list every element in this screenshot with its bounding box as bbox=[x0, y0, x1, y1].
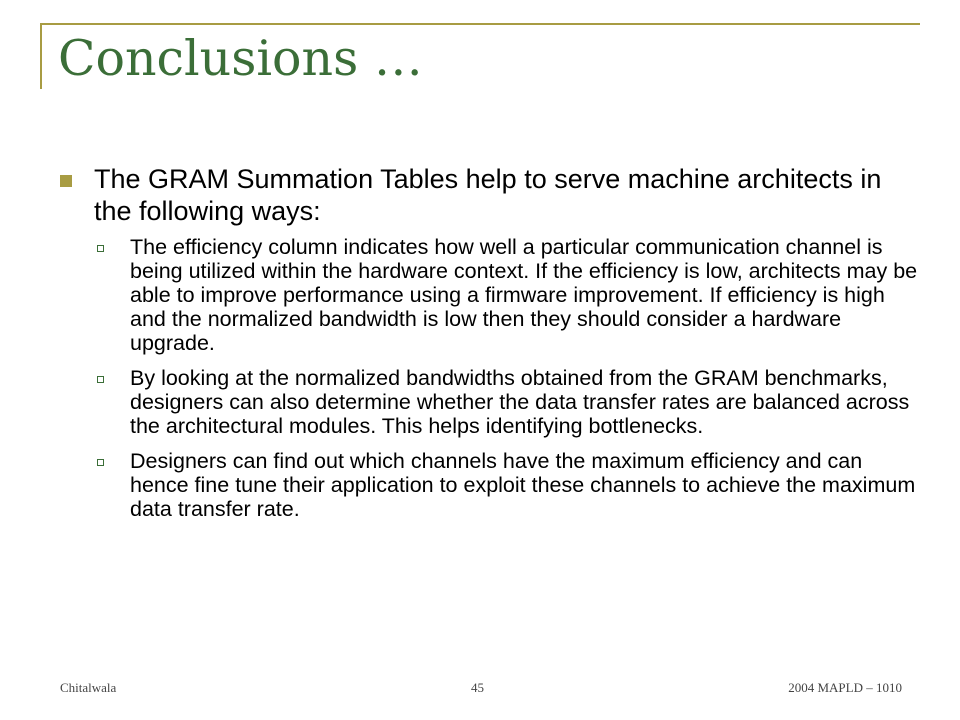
sub-bullet-item bbox=[96, 366, 920, 438]
frame-top-line bbox=[40, 23, 920, 25]
slide-title: Conclusions … bbox=[58, 30, 423, 87]
sub-bullet-item bbox=[96, 235, 920, 355]
hollow-square-bullet-icon bbox=[97, 459, 104, 466]
hollow-square-bullet-icon bbox=[97, 376, 104, 383]
footer-page-number: 45 bbox=[471, 680, 484, 695]
sub-bullet-text: Designers can find out which channels have the maximum efficiency and can hence fine tune their application to exploit these channels to achieve the maximum data transfer rate. bbox=[130, 449, 916, 521]
hollow-square-bullet-icon bbox=[97, 245, 104, 252]
main-bullet bbox=[60, 163, 920, 227]
footer-author: Chitalwala bbox=[60, 680, 117, 695]
footer-conference: 2004 MAPLD – 1010 bbox=[788, 680, 902, 695]
sub-bullet-text: The efficiency column indicates how well a particular communication channel is being utilized within the hardware context. If the efficiency is low, architects may be able to improve performance using a firmware improvement. If efficiency is high and the normalized bandwidth is low then they should consider a hardware upgrade. bbox=[130, 235, 918, 355]
slide-content bbox=[60, 163, 920, 532]
sub-bullet-list bbox=[60, 235, 920, 521]
frame-left-line bbox=[40, 23, 42, 89]
square-bullet-icon bbox=[60, 175, 72, 187]
sub-bullet-item bbox=[96, 449, 920, 521]
sub-bullet-text: By looking at the normalized bandwidths obtained from the GRAM benchmarks, designers can also determine whether the data transfer rates are balanced across the architectural modules. This helps identifying bottlenecks. bbox=[130, 366, 910, 438]
main-bullet-text: The GRAM Summation Tables help to serve machine architects in the following ways: bbox=[94, 164, 882, 226]
